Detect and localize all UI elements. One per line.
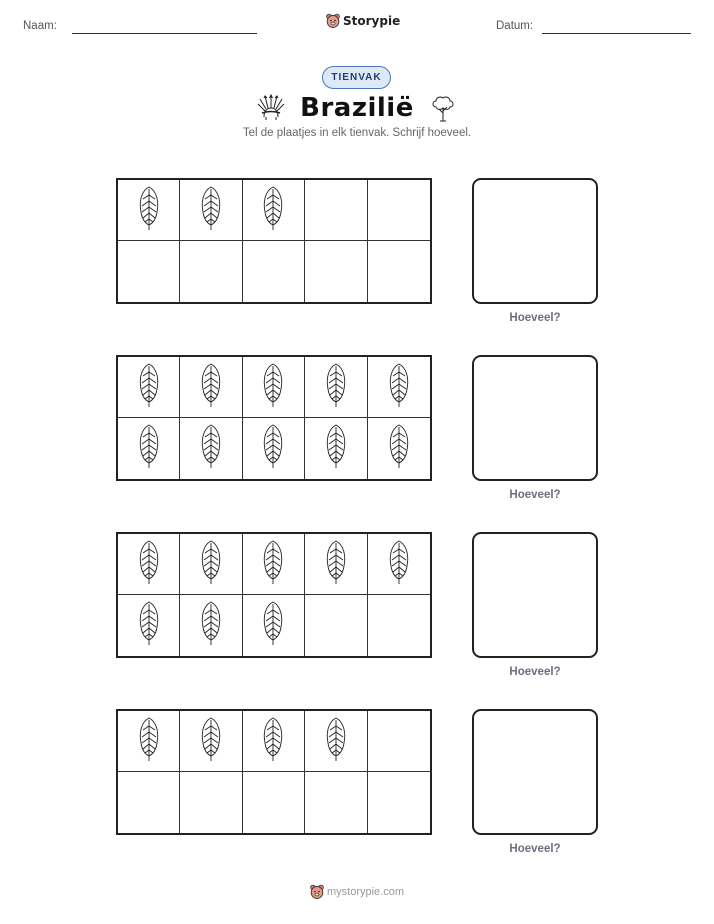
answer-label-4: Hoeveel?: [509, 843, 561, 855]
feather-icon: [325, 539, 347, 590]
answer-label-3: Hoeveel?: [509, 666, 561, 678]
feather-icon: [388, 362, 410, 413]
ten-frame-cell: [305, 772, 367, 833]
ten-frame-cell: [118, 241, 180, 302]
feather-icon: [262, 716, 284, 767]
feather-icon: [262, 362, 284, 413]
ten-frame-3: [116, 532, 432, 658]
feather-icon: [200, 716, 222, 767]
ten-frame-cell: [305, 595, 367, 656]
ten-frame-cell: [180, 418, 242, 479]
feather-icon: [200, 539, 222, 590]
answer-label-2: Hoeveel?: [509, 489, 561, 501]
ten-frame-cell: [180, 534, 242, 595]
ten-frame-cell: [305, 241, 367, 302]
page-title: Brazilië: [300, 93, 414, 123]
feather-icon: [200, 362, 222, 413]
ten-frame-cell: [243, 241, 305, 302]
ten-frame-cell: [243, 418, 305, 479]
answer-box-4[interactable]: [472, 709, 598, 835]
ten-frame-cell: [305, 534, 367, 595]
ten-frame-cell: [368, 772, 430, 833]
answer-box-2[interactable]: [472, 355, 598, 481]
ten-frame-cell: [118, 534, 180, 595]
ten-frame-cell: [368, 711, 430, 772]
instructions: Tel de plaatjes in elk tienvak. Schrijf hoeveel.: [242, 127, 472, 139]
ten-frame-cell: [180, 180, 242, 241]
feather-icon: [262, 185, 284, 236]
ten-frame-cell: [243, 534, 305, 595]
feather-icon: [200, 600, 222, 651]
tree-icon: [428, 93, 458, 123]
feather-icon: [325, 716, 347, 767]
ten-frame-cell: [118, 772, 180, 833]
date-label: Datum:: [496, 20, 534, 32]
feather-icon: [262, 600, 284, 651]
ten-frame-cell: [368, 357, 430, 418]
ten-frame-cell: [180, 711, 242, 772]
feather-icon: [138, 185, 160, 236]
title-row: [0, 88, 714, 128]
date-write-line[interactable]: [542, 33, 691, 34]
bear-icon: [310, 884, 324, 900]
feather-icon: [138, 539, 160, 590]
ten-frame-cell: [368, 180, 430, 241]
ten-frame-cell: [305, 418, 367, 479]
ten-frame-cell: [368, 241, 430, 302]
category-badge: TIENVAK: [322, 66, 391, 89]
ten-frame-cell: [118, 418, 180, 479]
ten-frame-cell: [368, 534, 430, 595]
feather-icon: [138, 716, 160, 767]
answer-box-1[interactable]: [472, 178, 598, 304]
ten-frame-cell: [368, 418, 430, 479]
ten-frame-cell: [305, 180, 367, 241]
ten-frame-cell: [243, 357, 305, 418]
ten-frame-cell: [180, 595, 242, 656]
ten-frame-cell: [180, 241, 242, 302]
ten-frame-cell: [118, 711, 180, 772]
ten-frame-cell: [118, 180, 180, 241]
brand-name: Storypie: [343, 14, 401, 28]
ten-frame-cell: [118, 595, 180, 656]
feather-icon: [325, 423, 347, 474]
feather-icon: [325, 362, 347, 413]
ten-frame-cell: [243, 180, 305, 241]
feather-icon: [138, 362, 160, 413]
answer-box-3[interactable]: [472, 532, 598, 658]
name-label: Naam:: [23, 20, 57, 32]
feather-icon: [200, 185, 222, 236]
ten-frame-cell: [305, 711, 367, 772]
ten-frame-cell: [118, 357, 180, 418]
name-write-line[interactable]: [72, 33, 257, 34]
headdress-icon: [256, 93, 286, 123]
feather-icon: [388, 423, 410, 474]
ten-frame-cell: [368, 595, 430, 656]
feather-icon: [200, 423, 222, 474]
ten-frame-1: [116, 178, 432, 304]
footer-url: mystorypie.com: [326, 886, 405, 898]
ten-frame-cell: [305, 357, 367, 418]
feather-icon: [138, 600, 160, 651]
logo: [326, 13, 400, 29]
feather-icon: [138, 423, 160, 474]
feather-icon: [262, 539, 284, 590]
ten-frame-4: [116, 709, 432, 835]
ten-frame-cell: [180, 772, 242, 833]
bear-icon: [326, 13, 340, 29]
ten-frame-cell: [243, 772, 305, 833]
ten-frame-cell: [180, 357, 242, 418]
ten-frame-cell: [243, 711, 305, 772]
answer-label-1: Hoeveel?: [509, 312, 561, 324]
ten-frame-2: [116, 355, 432, 481]
ten-frame-cell: [243, 595, 305, 656]
footer: [0, 884, 714, 900]
feather-icon: [262, 423, 284, 474]
feather-icon: [388, 539, 410, 590]
